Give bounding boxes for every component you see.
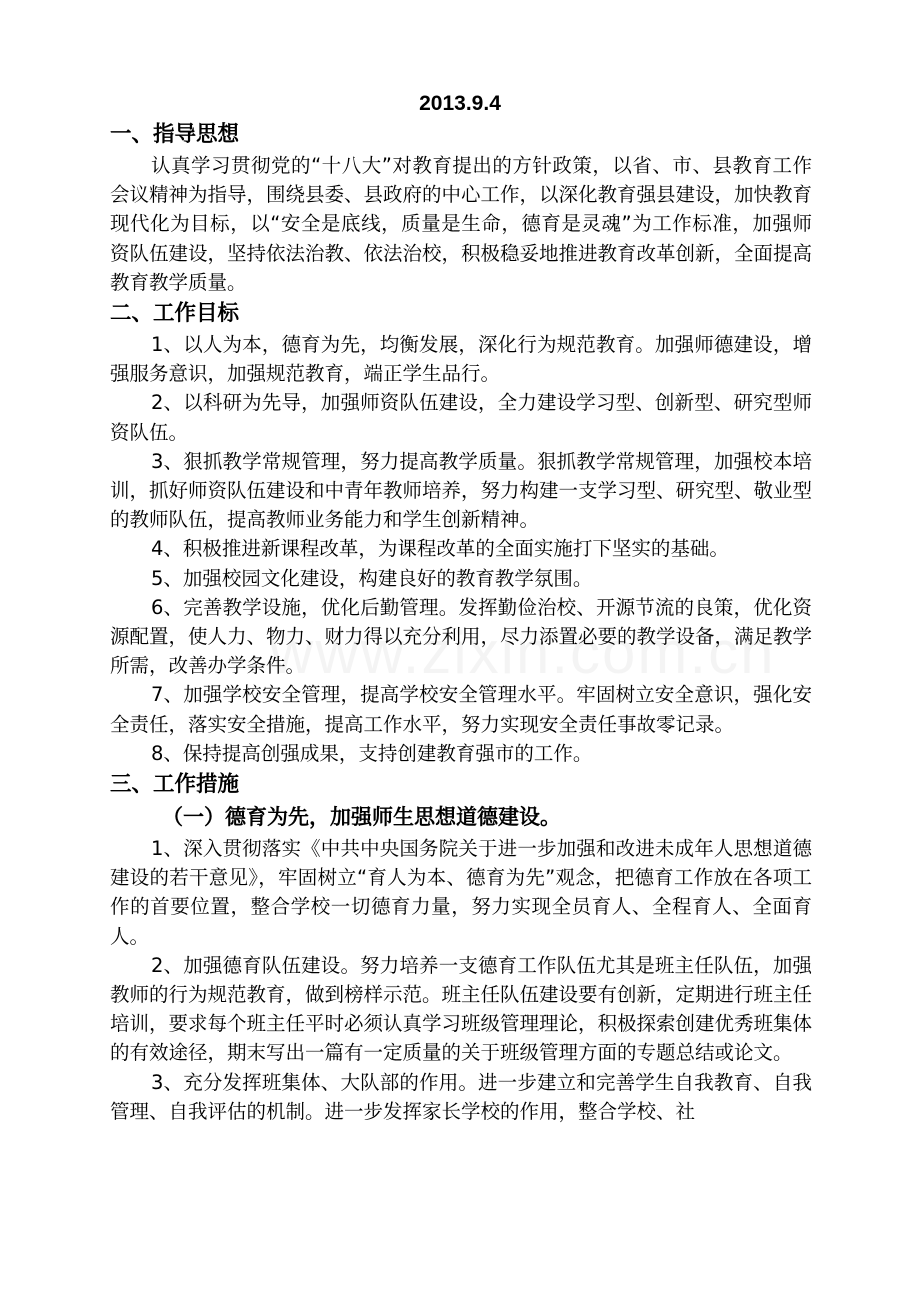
goal-item: 1、以人为本，德育为先，均衡发展，深化行为规范教育。加强师德建设，增强服务意识，加强规范教育，端正学生品行。 xyxy=(110,333,812,386)
measure-item: 1、深入贯彻落实《中共中央国务院关于进一步加强和改进未成年人思想道德建设的若干意见》，牢固树立“育人为本、德育为先”观念，把德育工作放在各项工作的首要位置，整合学校一切德育力量，努力实现全员育人、全程育人、全面育人。 xyxy=(110,837,812,948)
section-heading-guiding-ideology: 一、指导思想 xyxy=(110,122,240,147)
measure-item: 2、加强德育队伍建设。努力培养一支德育工作队伍尤其是班主任队伍，加强教师的行为规范教育，做到榜样示范。班主任队伍建设要有创新，定期进行班主任培训，要求每个班主任平时必须认真学习班级管理理论，积极探索创建优秀班集体的有效途径，期末写出一篇有一定质量的关于班级管理方面的专题总结或论文。 xyxy=(110,953,813,1065)
goal-item: 2、以科研为先导，加强师资队伍建设，全力建设学习型、创新型、研究型师资队伍。 xyxy=(110,391,812,444)
document-date: 2013.9.4 xyxy=(419,92,501,115)
document-body xyxy=(110,118,812,1126)
section-heading-work-goals: 二、工作目标 xyxy=(110,301,240,327)
paragraph: 认真学习贯彻党的“十八大”对教育提出的方针政策，以省、市、县教育工作会议精神为指导，围绕县委、县政府的中心工作，以深化教育强县建设，加快教育现代化为目标，以“安全是底线，质量是生命，德育是灵魂”为工作标准，加强师资队伍建设，坚持依法治教、依法治校，积极稳妥地推进教育改革创新，全面提高教育教学质量。 xyxy=(110,154,813,294)
subsection-heading: （一）德育为先，加强师生思想道德建设。 xyxy=(162,805,561,830)
goal-item: 7、加强学校安全管理，提高学校安全管理水平。牢固树立安全意识，强化安全责任，落实安全措施，提高工作水平，努力实现安全责任事故零记录。 xyxy=(110,683,812,736)
section-heading-work-measures: 三、工作措施 xyxy=(110,772,240,798)
goal-item: 3、狠抓教学常规管理，努力提高教学质量。狠抓教学常规管理，加强校本培训，抓好师资队伍建设和中青年教师培养，努力构建一支学习型、研究型、敬业型的教师队伍，提高教师业务能力和学生创新精神。 xyxy=(110,449,813,532)
goal-item: 8、保持提高创强成果，支持创建教育强市的工作。 xyxy=(151,741,593,765)
measure-item: 3、充分发挥班集体、大队部的作用。进一步建立和完善学生自我教育、自我管理、自我评估的机制。进一步发挥家长学校的作用，整合学校、社 xyxy=(110,1070,812,1123)
goal-item: 4、积极推进新课程改革，为课程改革的全面实施打下坚实的基础。 xyxy=(151,537,729,561)
goal-item: 6、完善教学设施，优化后勤管理。发挥勤俭治校、开源节流的良策，优化资源配置，使人力、物力、财力得以充分利用，尽力添置必要的教学设备，满足教学所需，改善办学条件。 xyxy=(110,595,813,678)
goal-item: 5、加强校园文化建设，构建良好的教育教学氛围。 xyxy=(151,566,593,590)
